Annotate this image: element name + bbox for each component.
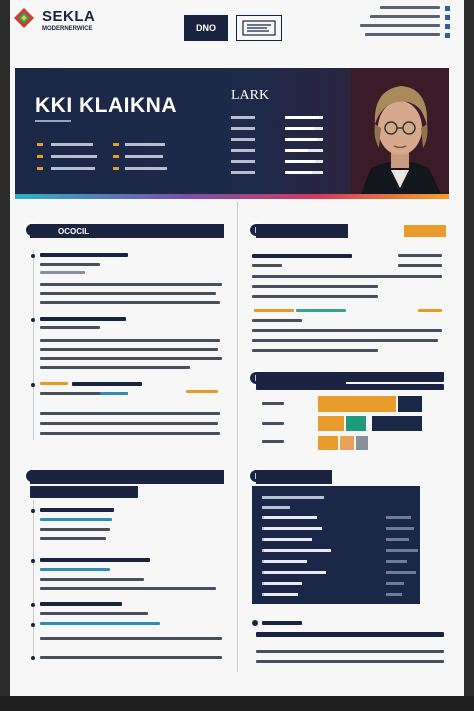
chart-bar xyxy=(318,396,396,412)
timeline-dot xyxy=(31,254,35,258)
panel-skill-bar-secondary xyxy=(386,571,416,574)
text-line xyxy=(398,254,442,257)
timeline-line xyxy=(33,250,34,440)
panel-skill-bar xyxy=(264,582,302,585)
chart-bar xyxy=(398,396,422,412)
text-line xyxy=(252,349,378,352)
hero-skill-fill xyxy=(285,149,308,152)
contact-block xyxy=(360,6,440,42)
header-badge-1: DNO xyxy=(184,15,228,41)
phone-icon xyxy=(445,6,450,11)
hero-skill-fill xyxy=(285,116,319,119)
panel-skill-bar-secondary xyxy=(386,582,404,585)
hero-skill-fill xyxy=(285,160,315,163)
brand-tagline: MODERNERWICE xyxy=(42,26,93,32)
text-line xyxy=(40,587,216,590)
text-line xyxy=(252,339,438,342)
timeline-dot xyxy=(31,623,35,627)
document-icon xyxy=(242,20,276,36)
portrait-image xyxy=(351,68,449,194)
hero-skill-fill xyxy=(285,127,314,130)
text-line xyxy=(262,621,302,625)
text-line xyxy=(40,339,220,342)
hero-skill-label xyxy=(231,160,255,163)
bullet-icon xyxy=(37,143,43,146)
date-line xyxy=(186,390,218,393)
chart-bar xyxy=(346,416,366,431)
chart-row-label xyxy=(262,440,284,443)
info-line xyxy=(125,155,163,158)
panel-skill-bar-secondary xyxy=(386,549,418,552)
panel-skill-bar xyxy=(264,593,298,596)
text-line xyxy=(256,660,444,663)
highlight-line xyxy=(40,568,110,571)
bullet-icon xyxy=(252,620,258,626)
highlight-line xyxy=(40,518,112,521)
skills-panel xyxy=(252,486,420,604)
text-line xyxy=(40,656,222,659)
text-line xyxy=(40,348,218,351)
job-title-line xyxy=(35,120,71,122)
panel-skill-bar-secondary xyxy=(386,527,414,530)
mail-icon xyxy=(445,15,450,20)
text-line xyxy=(40,292,216,295)
panel-label xyxy=(262,506,290,509)
date-line xyxy=(40,382,68,385)
chart-bar xyxy=(340,436,354,450)
timeline-dot xyxy=(31,603,35,607)
highlight-line xyxy=(40,622,160,625)
text-line xyxy=(40,283,222,286)
hero-skill-bar xyxy=(285,127,323,130)
timeline-dot xyxy=(31,559,35,563)
timeline-dot xyxy=(31,383,35,387)
hero-skill-label xyxy=(231,127,255,130)
hero-skill-bar xyxy=(285,160,323,163)
text-line xyxy=(40,301,220,304)
text-line xyxy=(252,329,442,332)
date-line xyxy=(418,309,442,312)
contact-line xyxy=(370,15,440,18)
job-title xyxy=(40,253,128,257)
info-line xyxy=(51,155,97,158)
section-header-experience: OCOCIL xyxy=(30,224,224,238)
hero-skill-bar xyxy=(285,138,323,141)
bullet-icon xyxy=(113,167,119,170)
bullet-icon xyxy=(113,155,119,158)
hero-skill-bar xyxy=(285,171,323,174)
skills-chart xyxy=(318,396,424,454)
section-header-education xyxy=(256,224,348,238)
text-line xyxy=(40,366,190,369)
text-line xyxy=(40,537,106,540)
timeline-dot xyxy=(31,656,35,660)
header-badge-2 xyxy=(236,15,282,41)
text-line xyxy=(40,357,222,360)
text-line xyxy=(252,264,282,267)
text-line xyxy=(40,432,220,435)
timeline-dot xyxy=(31,509,35,513)
chart-row-label xyxy=(262,422,284,425)
contact-line xyxy=(365,33,440,36)
profile-photo xyxy=(351,68,449,194)
candidate-name: KKI KLAIKNA xyxy=(35,94,177,117)
hero-banner xyxy=(15,68,449,194)
section-header-projects xyxy=(30,470,224,484)
brand-logo-icon xyxy=(14,8,34,28)
text-line xyxy=(40,578,144,581)
text-line xyxy=(252,295,378,298)
date-line xyxy=(254,309,294,312)
subheader-box xyxy=(30,486,138,498)
text-line xyxy=(256,650,444,653)
panel-skill-bar xyxy=(264,516,317,519)
timeline-line xyxy=(33,500,34,660)
text-line xyxy=(40,263,100,266)
bullet-icon xyxy=(113,143,119,146)
project-title xyxy=(40,558,150,562)
text-line xyxy=(252,285,378,288)
info-line xyxy=(51,167,95,170)
footer-title-line xyxy=(256,632,444,637)
contact-line xyxy=(360,24,440,27)
hero-skill-fill xyxy=(285,171,312,174)
info-line xyxy=(51,143,93,146)
hero-skill-label xyxy=(231,138,255,141)
contact-line xyxy=(380,6,440,9)
chart-row-label xyxy=(262,402,284,405)
panel-skill-bar xyxy=(264,527,322,530)
chart-bar xyxy=(372,416,422,431)
text-line xyxy=(40,637,222,640)
info-line xyxy=(125,143,165,146)
column-divider xyxy=(237,202,238,672)
text-line xyxy=(40,271,85,274)
text-line xyxy=(252,319,302,322)
web-icon xyxy=(445,24,450,29)
hero-skill-label xyxy=(231,171,255,174)
location-icon xyxy=(445,33,450,38)
hero-skill-label xyxy=(231,149,255,152)
project-title xyxy=(40,508,114,512)
panel-skill-bar xyxy=(264,549,331,552)
panel-skill-bar-secondary xyxy=(386,516,411,519)
section-header-languages xyxy=(256,470,332,484)
panel-label xyxy=(262,496,324,499)
timeline-dot xyxy=(31,318,35,322)
chart-bar xyxy=(356,436,368,450)
text-line xyxy=(398,264,442,267)
accent-tag xyxy=(404,225,446,237)
text-line xyxy=(40,412,220,415)
section-header-extension xyxy=(256,384,444,390)
panel-skill-bar-secondary xyxy=(386,593,402,596)
panel-skill-bar-secondary xyxy=(386,560,407,563)
hero-skill-fill xyxy=(285,138,317,141)
job-title xyxy=(40,317,126,321)
panel-skill-bar xyxy=(264,560,307,563)
info-line xyxy=(125,167,167,170)
text-line xyxy=(40,422,218,425)
degree-title xyxy=(252,254,352,258)
job-title xyxy=(72,382,142,386)
page-shadow xyxy=(0,696,474,711)
brand-name: SEKLA xyxy=(42,8,96,25)
section-header-extension xyxy=(344,372,444,382)
highlight-line xyxy=(100,392,128,395)
bullet-icon xyxy=(37,167,43,170)
text-line xyxy=(40,326,100,329)
text-line xyxy=(40,612,148,615)
hero-accent-strip xyxy=(15,194,449,199)
hero-skill-label xyxy=(231,116,255,119)
hero-skill-bar xyxy=(285,116,323,119)
chart-bar xyxy=(318,436,338,450)
highlight-line xyxy=(296,309,346,312)
text-line xyxy=(40,528,110,531)
hero-skill-bar xyxy=(285,149,323,152)
chart-bar xyxy=(318,416,344,431)
text-line xyxy=(252,275,442,278)
panel-skill-bar xyxy=(264,538,312,541)
hero-tag: LARK xyxy=(231,88,270,103)
bullet-icon xyxy=(37,155,43,158)
project-title xyxy=(40,602,122,606)
panel-skill-bar xyxy=(264,571,326,574)
panel-skill-bar-secondary xyxy=(386,538,409,541)
